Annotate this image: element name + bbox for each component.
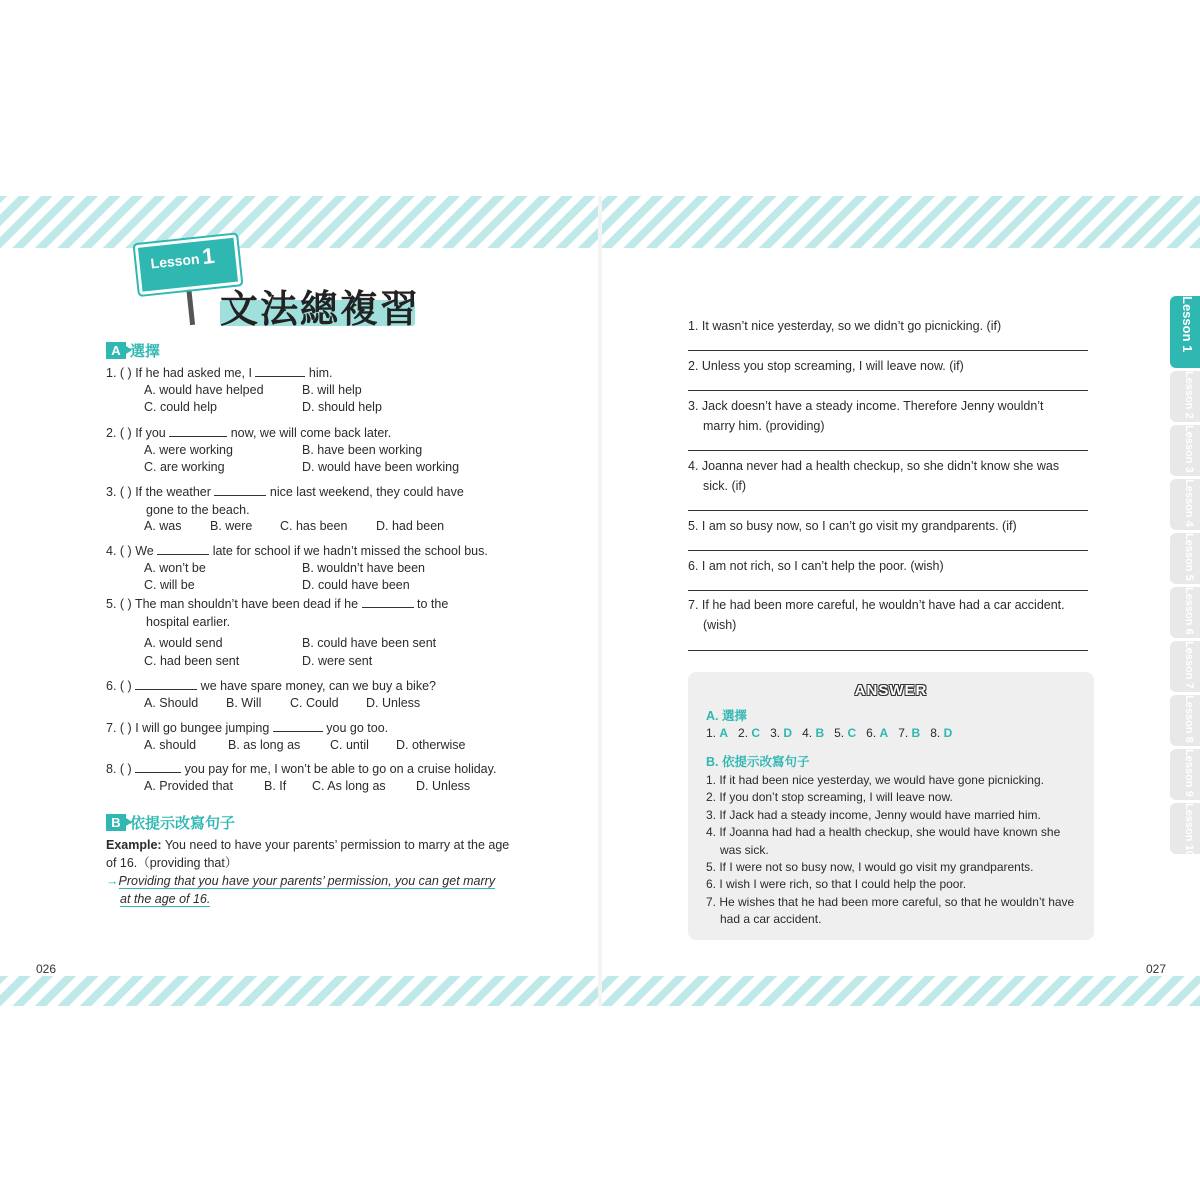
answer-line[interactable] [688,590,1088,591]
tab-lesson-8[interactable] [1170,695,1200,746]
option-a[interactable]: A. were working [144,442,233,457]
option-c[interactable]: C. As long as [312,778,386,793]
option-d[interactable]: D. otherwise [396,737,466,752]
option-a[interactable]: A. won’t be [144,560,206,575]
answer-b-list [706,772,1080,929]
section-b-heading [106,812,235,833]
example-text: You need to have your parents’ permission to marry at the age of 16.（providing that） [106,838,510,870]
question-text: him. [308,366,333,380]
question-text: If you [135,426,166,440]
rewrite-item-7 [688,595,1094,635]
option-b[interactable]: B. could have been sent [302,636,437,650]
question-text: If the weather [135,485,211,499]
rewrite-prompt-cont: (wish) [703,618,737,632]
option-c[interactable]: C. until [330,737,369,752]
tab-label: Lesson 3 [1183,425,1195,473]
tab-lesson-7[interactable] [1170,641,1200,692]
answer-b-heading: B. 依提示改寫句子 [706,755,810,769]
question-text: late for school if we hadn’t missed the school bus. [212,544,488,558]
question-text: I will go bungee jumping [135,721,270,735]
answer-blank[interactable] [273,719,323,732]
lesson-number: 1 [200,242,216,270]
option-b[interactable]: B. wouldn’t have been [302,560,426,575]
answer-line[interactable] [688,390,1088,391]
rewrite-item-5 [688,516,1094,536]
answer-a-number: 5. [834,726,845,740]
option-a[interactable]: A. should [144,737,197,752]
rewrite-prompt: 7. If he had been more careful, he wouldn’t have had a car accident. [688,598,1065,612]
page-title: 文法總複習 [220,287,421,331]
example-answer-line2: at the age of 16. [120,892,211,906]
rewrite-prompt: 5. I am so busy now, so I can’t go visit my grandparents. (if) [688,519,1017,533]
answer-a-heading: A. 選擇 [706,709,747,723]
option-b[interactable]: B. have been working [302,442,423,457]
section-b-badge: B [106,814,126,831]
question-4 [106,542,516,561]
question-8 [106,760,516,779]
answer-a-number: 4. [802,726,813,740]
answer-a-key: A [879,726,889,740]
rewrite-item-2 [688,356,1094,376]
option-b[interactable]: B. as long as [228,737,301,752]
section-a-heading [106,340,160,361]
tab-lesson-10[interactable] [1170,803,1200,857]
book-spine [598,196,602,1006]
option-d[interactable]: D. Unless [416,778,471,793]
section-a-badge: A [106,342,126,359]
question-2 [106,424,516,443]
answer-blank[interactable] [135,677,197,690]
example-prompt [106,836,516,872]
question-number: 6. ( ) [106,679,132,693]
option-a[interactable]: A. Provided that [144,778,233,793]
answer-blank[interactable] [214,483,266,496]
answer-b-item: 4. If Joanna had had a health checkup, she would have known she was sick. [706,825,1061,857]
option-d[interactable]: D. Unless [366,695,421,710]
answer-a-number: 6. [866,726,877,740]
tab-label: Lesson 2 [1183,371,1195,419]
tab-label: Lesson 6 [1183,587,1195,635]
answer-b-item: 6. I wish I were rich, so that I could help the poor. [706,877,967,892]
answer-b-item: 5. If I were not so busy now, I would go visit my grandparents. [706,860,1034,875]
option-a[interactable]: A. was [144,519,182,533]
answer-a-key: D [943,726,953,740]
answer-b-item: 3. If Jack had a steady income, Jenny would have married him. [706,807,1041,822]
option-d[interactable]: D. had been [376,519,445,533]
answer-line[interactable] [688,650,1088,651]
tab-label: Lesson 1 [1180,296,1195,353]
answer-a-number: 2. [738,726,749,740]
tab-label: Lesson 4 [1183,479,1195,527]
question-number: 5. ( ) [106,597,132,611]
tab-lesson-6[interactable] [1170,587,1200,638]
section-b-title: 依提示改寫句子 [130,815,236,832]
answer-blank[interactable] [135,760,181,773]
tab-lesson-4[interactable] [1170,479,1200,530]
tab-lesson-1[interactable] [1170,296,1200,368]
answer-b-item: 2. If you don’t stop screaming, I will leave now. [706,790,953,805]
answer-title: ANSWER [854,682,928,699]
option-c[interactable]: C. will be [144,578,195,592]
option-b[interactable]: B. Will [226,695,262,710]
answer-line[interactable] [688,350,1088,351]
example-label: Example: [106,838,162,852]
question-text: If he had asked me, I [135,366,252,380]
tab-label: Lesson 8 [1183,695,1195,743]
question-number: 7. ( ) [106,721,132,735]
rewrite-prompt: 6. I am not rich, so I can’t help the poor. (wish) [688,559,944,573]
answer-blank[interactable] [157,542,209,555]
option-c[interactable]: C. has been [280,519,348,533]
question-text: The man shouldn’t have been dead if he [134,597,359,611]
question-text: now, we will come back later. [230,426,392,440]
page-number-right: 027 [1146,962,1167,976]
section-a-title: 選擇 [130,343,161,360]
answer-b-item: 7. He wishes that he had been more careful, so that he wouldn’t have had a car accident. [706,894,1075,927]
answer-a-number: 8. [930,726,941,740]
option-c[interactable]: C. are working [144,460,225,474]
tab-lesson-5[interactable] [1170,533,1200,584]
answer-b-item: 1. If it had been nice yesterday, we would have gone picnicking. [706,773,1044,787]
arrow-icon: → [106,874,119,888]
rewrite-prompt-cont: sick. (if) [703,479,747,493]
rewrite-item-3 [688,396,1094,436]
tab-label: Lesson 5 [1183,533,1195,581]
answer-blank[interactable] [169,424,227,437]
option-a[interactable]: A. Should [144,695,199,710]
answer-a-row [706,726,962,740]
option-d[interactable]: D. should help [302,400,382,414]
option-d[interactable]: D. were sent [302,653,373,668]
option-c[interactable]: C. Could [290,695,339,710]
question-number: 3. ( ) [106,485,132,499]
rewrite-item-6 [688,556,1094,576]
answer-line[interactable] [688,550,1088,551]
example-answer [106,872,516,908]
answer-a-key: A [719,726,729,740]
option-b[interactable]: B. If [264,778,287,793]
option-d[interactable]: D. could have been [302,578,410,592]
answer-a-key: C [847,726,857,740]
question-number: 8. ( ) [106,762,132,776]
option-c[interactable]: C. could help [144,400,217,414]
rewrite-prompt-cont: marry him. (providing) [703,419,825,433]
option-a[interactable]: A. would have helped [144,382,264,397]
question-number: 2. ( ) [106,426,132,440]
tab-label: Lesson 10 [1183,803,1195,857]
option-b[interactable]: B. were [210,519,253,533]
question-number: 1. ( ) [106,366,132,380]
rewrite-item-4 [688,456,1094,496]
question-number: 4. ( ) [106,544,132,558]
question-5 [106,595,516,631]
question-text-cont: hospital earlier. [146,614,231,629]
question-text: to the [417,597,449,611]
answer-a-number: 3. [770,726,781,740]
question-text: nice last weekend, they could have [269,485,464,499]
tab-label: Lesson 9 [1183,749,1195,797]
answer-a-key: C [751,726,761,740]
tab-lesson-3[interactable] [1170,425,1200,476]
lesson-label: Lesson [149,250,201,272]
rewrite-prompt: 4. Joanna never had a health checkup, so she didn’t know she was [688,459,1060,473]
option-b[interactable]: B. will help [302,382,362,397]
answer-blank[interactable] [362,595,414,608]
answer-a-key: D [783,726,793,740]
question-text-cont: gone to the beach. [146,502,250,517]
answer-line[interactable] [688,450,1088,451]
question-7 [106,719,516,738]
tab-lesson-2[interactable] [1170,371,1200,422]
option-d[interactable]: D. would have been working [302,460,460,474]
question-6 [106,677,516,696]
option-a[interactable]: A. would send [144,636,223,650]
answer-line[interactable] [688,510,1088,511]
answer-box [688,672,1094,940]
rewrite-prompt: 2. Unless you stop screaming, I will leave now. (if) [688,359,964,373]
rewrite-prompt: 3. Jack doesn’t have a steady income. Therefore Jenny wouldn’t [688,399,1044,413]
page-number-left: 026 [36,962,57,976]
rewrite-item-1 [688,316,1094,336]
answer-blank[interactable] [255,364,305,377]
question-text: you go too. [326,721,389,735]
question-1 [106,364,516,383]
answer-a-number: 7. [898,726,909,740]
example-answer-line1: Providing that you have your parents’ permission, you can get marry [118,874,496,888]
rewrite-prompt: 1. It wasn’t nice yesterday, so we didn’t go picnicking. (if) [688,319,1002,333]
option-c[interactable]: C. had been sent [144,653,240,668]
question-text: we have spare money, can we buy a bike? [200,679,436,693]
question-text: We [135,544,154,558]
answer-a-key: B [815,726,825,740]
question-text: you pay for me, I won’t be able to go on a cruise holiday. [184,762,497,776]
tab-lesson-9[interactable] [1170,749,1200,800]
tab-label: Lesson 7 [1183,641,1195,689]
answer-a-number: 1. [706,726,717,740]
answer-a-key: B [911,726,921,740]
question-3 [106,483,516,519]
